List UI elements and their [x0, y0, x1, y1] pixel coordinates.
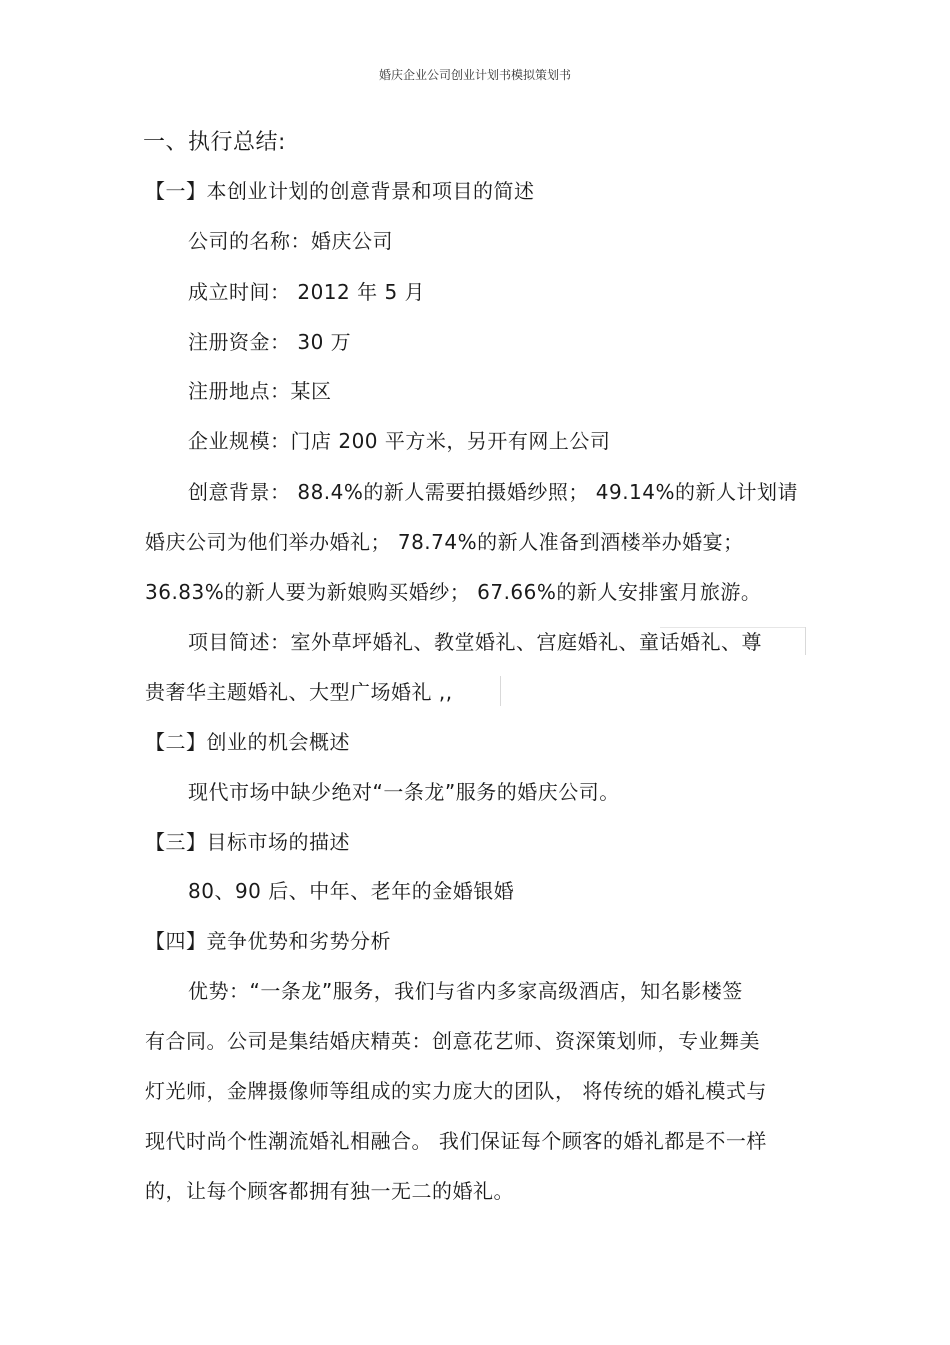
scale-line: 企业规模：门店 200 平方米，另开有网上公司	[188, 429, 611, 453]
company-name-line: 公司的名称：婚庆公司	[188, 229, 393, 253]
faint-rule	[805, 627, 806, 655]
capital-line: 注册资金： 30 万	[188, 330, 352, 354]
advantage-line: 有合同。公司是集结婚庆精英：创意花艺师、资深策划师，专业舞美	[145, 1029, 760, 1053]
opportunity-text: 现代市场中缺少绝对“一条龙”服务的婚庆公司。	[188, 780, 620, 804]
advantage-line: 优势：“一条龙”服务，我们与省内多家高级酒店，知名影楼签	[188, 979, 743, 1003]
project-line: 项目简述：室外草坪婚礼、教堂婚礼、宫庭婚礼、童话婚礼、尊	[188, 630, 762, 654]
section-title: 一、执行总结:	[143, 130, 286, 155]
project-line: 贵奢华主题婚礼、大型广场婚礼 ,,	[145, 680, 453, 704]
faint-rule	[500, 676, 501, 706]
subsection-heading-4: 【四】竞争优势和劣势分析	[145, 929, 391, 953]
target-market-text: 80、90 后、中年、老年的金婚银婚	[188, 879, 515, 903]
subsection-heading-2: 【二】创业的机会概述	[145, 730, 350, 754]
subsection-heading-1: 【一】本创业计划的创意背景和项目的简述	[145, 179, 535, 203]
subsection-heading-3: 【三】目标市场的描述	[145, 830, 350, 854]
background-line: 创意背景： 88.4%的新人需要拍摄婚纱照； 49.14%的新人计划请	[188, 480, 799, 504]
founded-line: 成立时间： 2012 年 5 月	[188, 280, 426, 304]
background-line: 婚庆公司为他们举办婚礼； 78.74%的新人准备到酒楼举办婚宴；	[145, 530, 744, 554]
location-line: 注册地点：某区	[188, 379, 332, 403]
advantage-line: 灯光师，金牌摄像师等组成的实力庞大的团队， 将传统的婚礼模式与	[145, 1079, 767, 1103]
advantage-line: 的，让每个顾客都拥有独一无二的婚礼。	[145, 1179, 514, 1203]
advantage-line: 现代时尚个性潮流婚礼相融合。 我们保证每个顾客的婚礼都是不一样	[145, 1129, 767, 1153]
background-line: 36.83%的新人要为新娘购买婚纱； 67.66%的新人安排蜜月旅游。	[145, 580, 762, 604]
faint-rule	[660, 627, 805, 628]
running-header: 婚庆企业公司创业计划书模拟策划书	[378, 68, 571, 82]
